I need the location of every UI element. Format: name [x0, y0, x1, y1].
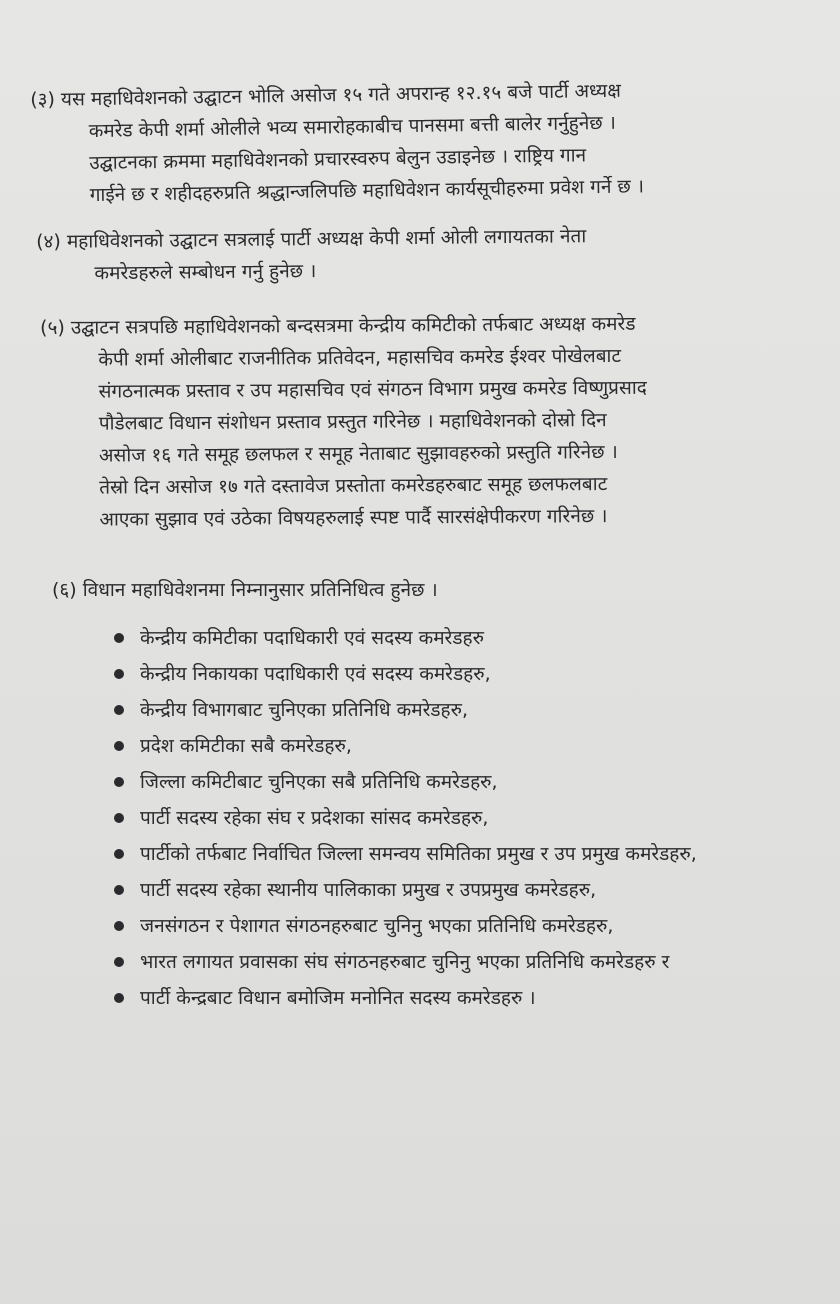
paragraph-5: [40, 308, 648, 536]
paragraph-4: [36, 220, 587, 290]
bullet-icon: [114, 813, 124, 823]
bullet-icon: [114, 849, 124, 859]
bullet-icon: [114, 957, 124, 967]
paragraph-marker: (४): [36, 230, 62, 253]
list-item: [110, 946, 800, 978]
paragraph-line: केपी शर्मा ओलीबाट राजनीतिक प्रतिवेदन, महासचिव कमरेड ईश्वर पोखेलबाट: [98, 344, 622, 371]
paragraph-6: [52, 574, 438, 606]
list-item-text: पार्टी केन्द्रबाट विधान बमोजिम मनोनित सदस्य कमरेडहरु ।: [140, 987, 536, 1009]
paragraph-text: विधान महाधिवेशनमा निम्नानुसार प्रतिनिधित्व हुनेछ ।: [82, 579, 438, 601]
bullet-icon: [114, 741, 124, 751]
paragraph-marker: (६): [52, 579, 77, 601]
list-item-text: जिल्ला कमिटीबाट चुनिएका सबै प्रतिनिधि कमरेडहरु,: [140, 771, 498, 793]
list-item-text: भारत लगायत प्रवासका संघ संगठनहरुबाट चुनिनु भएका प्रतिनिधि कमरेडहरु र: [140, 951, 670, 973]
list-item-text: प्रदेश कमिटीका सबै कमरेडहरु,: [140, 735, 352, 757]
bullet-icon: [114, 885, 124, 895]
bullet-icon: [114, 705, 124, 715]
bullet-icon: [114, 777, 124, 787]
paragraph-line: [36, 220, 586, 258]
paragraph-marker: (३): [30, 88, 56, 111]
bullet-icon: [114, 993, 124, 1003]
list-item: [110, 982, 800, 1014]
paragraph-line: [40, 308, 646, 344]
list-item: [110, 730, 800, 762]
list-item-text: जनसंगठन र पेशागत संगठनहरुबाट चुनिनु भएका प्रतिनिधि कमरेडहरु,: [140, 915, 614, 937]
paragraph-line: उद्घाटनका क्रममा महाधिवेशनको प्रचारस्वरुप बेलुन उडाइनेछ । राष्ट्रिय गान: [89, 144, 587, 175]
paragraph-line: कमरेड केपी शर्मा ओलीले भव्य समारोहकाबीच पानसमा बत्ती बालेर गर्नुहुनेछ ।: [88, 111, 617, 143]
bullet-icon: [114, 921, 124, 931]
list-item-text: पार्टी सदस्य रहेका संघ र प्रदेशका सांसद कमरेडहरु,: [140, 807, 489, 829]
paragraph-3: [30, 74, 644, 212]
list-item: [110, 838, 800, 870]
list-item-text: केन्द्रीय कमिटीका पदाधिकारी एवं सदस्य कमरेडहरु: [140, 627, 484, 649]
paragraph-line: तेस्रो दिन असोज १७ गते दस्तावेज प्रस्तोता कमरेडहरुबाट समूह छलफलबाट: [99, 473, 608, 499]
paragraph-marker: (५): [40, 316, 65, 339]
bullet-icon: [114, 669, 124, 679]
paragraph-line: आएका सुझाव एवं उठेका विषयहरुलाई स्पष्ट पार्दै सारसंक्षेपीकरण गरिनेछ ।: [99, 505, 608, 531]
list-item: [110, 874, 800, 906]
paragraph-line: पौडेलबाट विधान संशोधन प्रस्ताव प्रस्तुत गरिनेछ । महाधिवेशनको दोस्रो दिन: [98, 409, 607, 435]
paragraph-line: [52, 574, 438, 606]
paragraph-line: असोज १६ गते समूह छलफल र समूह नेताबाट सुझावहरुको प्रस्तुति गरिनेछ ।: [98, 440, 618, 467]
list-item: [110, 766, 800, 798]
list-item: [110, 802, 800, 834]
list-item: [110, 910, 800, 942]
paragraph-text: महाधिवेशनको उद्घाटन सत्रलाई पार्टी अध्यक्ष केपी शर्मा ओली लगायतका नेता: [66, 225, 587, 253]
paragraph-text: उद्घाटन सत्रपछि महाधिवेशनको बन्दसत्रमा केन्द्रीय कमिटीको तर्फबाट अध्यक्ष कमरेड: [70, 312, 636, 339]
paragraph-line: गाईने छ र शहीदहरुप्रति श्रद्धान्जलिपछि महाधिवेशन कार्यसूचीहरुमा प्रवेश गर्ने छ ।: [89, 175, 645, 207]
paragraph-text: यस महाधिवेशनको उद्घाटन भोलि असोज १५ गते अपरान्ह १२.१५ बजे पार्टी अध्यक्ष: [60, 79, 622, 111]
list-item: [110, 622, 800, 654]
list-item-text: पार्टी सदस्य रहेका स्थानीय पालिकाका प्रमुख र उपप्रमुख कमरेडहरु,: [140, 879, 597, 901]
bullet-icon: [114, 633, 124, 643]
list-item: [110, 658, 800, 690]
list-item-text: पार्टीको तर्फबाट निर्वाचित जिल्ला समन्वय समितिका प्रमुख र उप प्रमुख कमरेडहरु,: [140, 843, 697, 865]
representation-list: [110, 622, 800, 1018]
list-item: [110, 694, 800, 726]
list-item-text: केन्द्रीय विभागबाट चुनिएका प्रतिनिधि कमरेडहरु,: [140, 699, 469, 721]
paragraph-line: संगठनात्मक प्रस्ताव र उप महासचिव एवं संगठन विभाग प्रमुख कमरेड विष्णुप्रसाद: [98, 376, 647, 403]
paragraph-line: कमरेडहरुले सम्बोधन गर्नु हुनेछ ।: [94, 260, 317, 285]
list-item-text: केन्द्रीय निकायका पदाधिकारी एवं सदस्य कमरेडहरु,: [140, 663, 491, 685]
